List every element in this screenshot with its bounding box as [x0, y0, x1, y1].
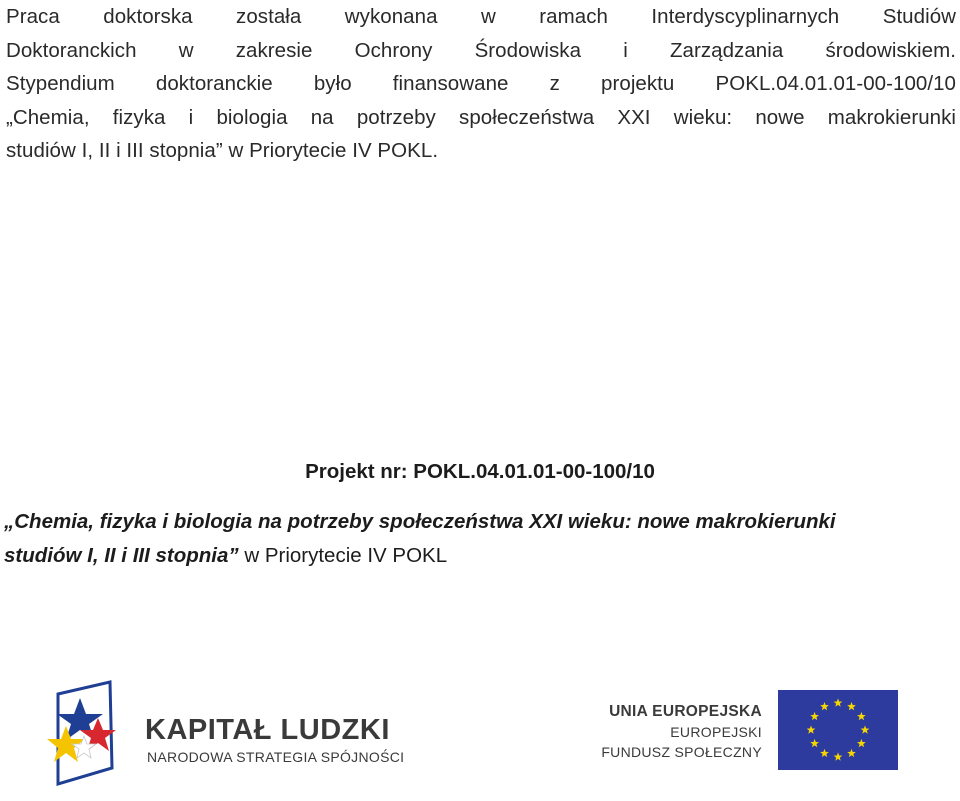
project-description [4, 505, 960, 573]
kapital-ludzki-logo [40, 678, 420, 788]
kapital-ludzki-emblem-icon [40, 678, 125, 788]
project-desc-rest: w Priorytecie IV POKL [238, 544, 448, 567]
intro-line: studiów I, II i III stopnia” w Priorytecie IV POKL. [6, 139, 439, 162]
intro-paragraph [6, 0, 956, 168]
eu-flag-icon [778, 690, 898, 770]
eu-line-2: EUROPEJSKI [670, 724, 762, 740]
intro-line: Praca doktorska została wykonana w ramach Interdyscyplinarnych Studiów [6, 5, 956, 28]
project-desc-line: „Chemia, fizyka i biologia na potrzeby społeczeństwa XXI wieku: nowe makrokierunki [4, 510, 836, 533]
intro-line: Stypendium doktoranckie było finansowane z projektu POKL.04.01.01-00-100/10 [6, 72, 956, 95]
project-desc-line [4, 539, 960, 573]
kapital-ludzki-title: KAPITAŁ LUDZKI [145, 714, 390, 746]
eu-logo [596, 690, 906, 770]
intro-line: Doktoranckich w zakresie Ochrony Środowiska i Zarządzania środowiskiem. [6, 38, 956, 62]
project-number: Projekt nr: POKL.04.01.01-00-100/10 [305, 460, 655, 483]
eu-line-3: FUNDUSZ SPOŁECZNY [601, 744, 762, 760]
project-desc-bold: studiów I, II i III stopnia” [4, 544, 239, 567]
intro-line: „Chemia, fizyka i biologia na potrzeby społeczeństwa XXI wieku: nowe makrokierunki [6, 105, 956, 129]
eu-logo-text [596, 702, 762, 762]
kapital-ludzki-subtitle: NARODOWA STRATEGIA SPÓJNOŚCI [147, 749, 405, 765]
eu-line-1: UNIA EUROPEJSKA [609, 703, 762, 720]
